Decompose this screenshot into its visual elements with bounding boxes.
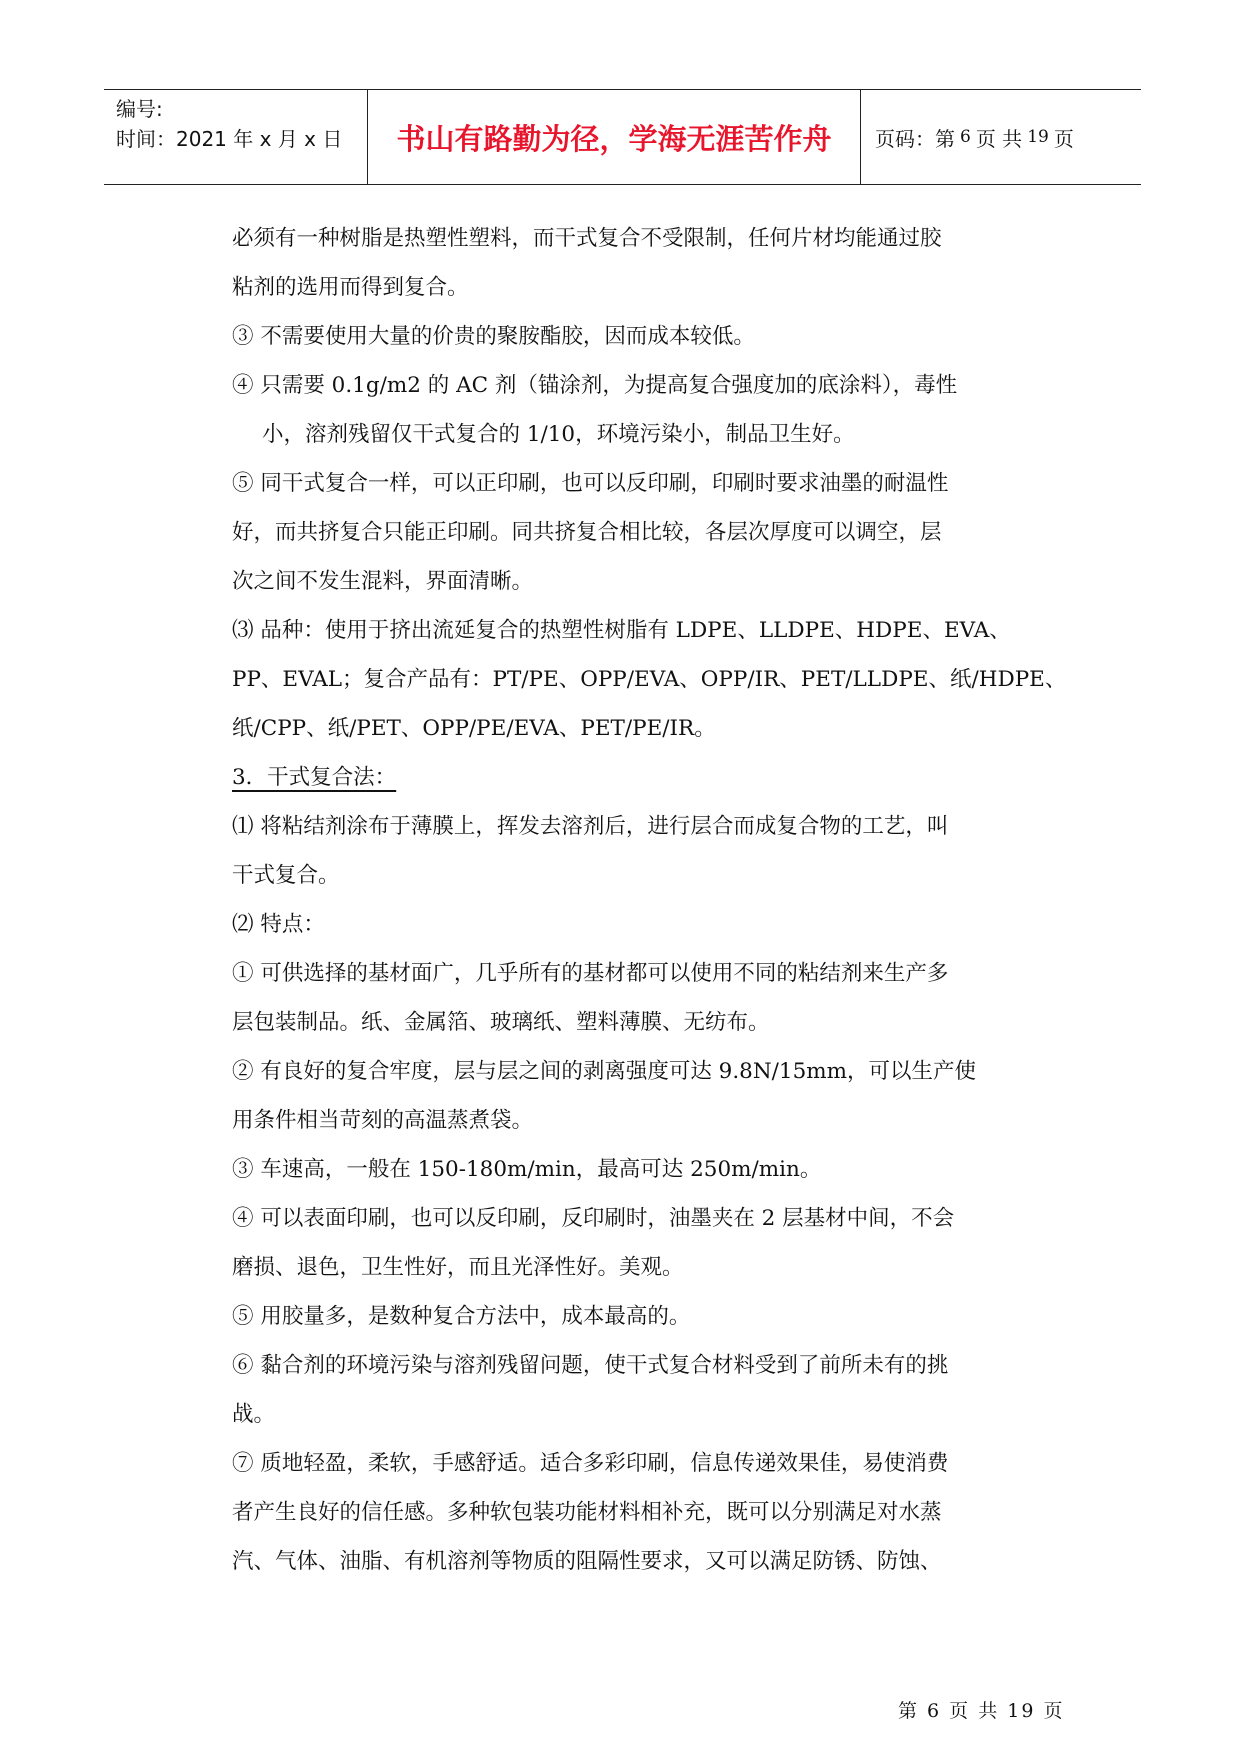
- text-line: 层包装制品。纸、金属箔、玻璃纸、塑料薄膜、无纺布。: [232, 1010, 770, 1035]
- page-prefix: 页码：第: [875, 126, 955, 151]
- section-heading-text: 3．干式复合法：: [232, 765, 397, 790]
- text-line: PP、EVAL；复合产品有：PT/PE、OPP/EVA、OPP/IR、PET/LLDPE、纸/HDPE、: [232, 667, 1067, 692]
- text-line: ④ 可以表面印刷，也可以反印刷，反印刷时，油墨夹在 2 层基材中间，不会: [232, 1206, 955, 1231]
- document-number-label: 编号:: [116, 97, 163, 121]
- document-time-label: 时间：2021 年 x 月 x 日: [116, 127, 343, 151]
- text-line: ④ 只需要 0.1g/m2 的 AC 剂（锚涂剂，为提高复合强度加的底涂料），毒性: [232, 373, 958, 398]
- header-page-info: [861, 90, 1141, 184]
- header-meta: [104, 90, 368, 184]
- text-line: 磨损、退色，卫生性好，而且光泽性好。美观。: [232, 1255, 684, 1280]
- section-heading: [232, 753, 1062, 802]
- page-suffix: 页: [1053, 126, 1074, 151]
- text-line: 次之间不发生混料，界面清晰。: [232, 569, 534, 594]
- text-line: 用条件相当苛刻的高温蒸煮袋。: [232, 1108, 534, 1133]
- document-body: [232, 214, 1067, 1586]
- text-line: ③ 车速高，一般在 150-180m/min，最高可达 250m/min。: [232, 1157, 822, 1182]
- text-line: ⑶ 品种：使用于挤出流延复合的热塑性树脂有 LDPE、LLDPE、HDPE、EVA、: [232, 618, 1011, 643]
- page-header: [104, 89, 1141, 185]
- text-line: ② 有良好的复合牢度，层与层之间的剥离强度可达 9.8N/15mm，可以生产使: [232, 1059, 977, 1084]
- text-line: 好，而共挤复合只能正印刷。同共挤复合相比较，各层次厚度可以调空，层: [232, 520, 942, 545]
- text-line: ⑦ 质地轻盈，柔软，手感舒适。适合多彩印刷，信息传递效果佳，易使消费: [232, 1451, 949, 1476]
- page-footer: 第 6 页 共 19 页: [898, 1700, 1065, 1722]
- text-line: 战。: [232, 1402, 276, 1427]
- text-line: ⑴ 将粘结剂涂布于薄膜上，挥发去溶剂后，进行层合而成复合物的工艺，叫: [232, 814, 949, 839]
- text-line: 者产生良好的信任感。多种软包装功能材料相补充，既可以分别满足对水蒸: [232, 1500, 942, 1525]
- header-motto: 书山有路勤为径，学海无涯苦作舟: [368, 90, 861, 184]
- text-line: 粘剂的选用而得到复合。: [232, 275, 469, 300]
- page-current: 6: [960, 127, 971, 147]
- text-line: ① 可供选择的基材面广，几乎所有的基材都可以使用不同的粘结剂来生产多: [232, 961, 949, 986]
- text-line: ⑤ 同干式复合一样，可以正印刷，也可以反印刷，印刷时要求油墨的耐温性: [232, 471, 949, 496]
- text-line: 小，溶剂残留仅干式复合的 1/10，环境污染小，制品卫生好。: [262, 422, 855, 447]
- text-line: 纸/CPP、纸/PET、OPP/PE/EVA、PET/PE/IR。: [232, 716, 716, 741]
- text-line: 干式复合。: [232, 863, 340, 888]
- text-line: 必须有一种树脂是热塑性塑料，而干式复合不受限制，任何片材均能通过胶: [232, 226, 942, 251]
- text-line: 汽、气体、油脂、有机溶剂等物质的阻隔性要求，又可以满足防锈、防蚀、: [232, 1549, 942, 1574]
- page-mid: 页 共: [975, 126, 1023, 151]
- text-line: ⑵ 特点：: [232, 912, 325, 937]
- page-total: 19: [1027, 127, 1049, 147]
- text-line: ⑥ 黏合剂的环境污染与溶剂残留问题，使干式复合材料受到了前所未有的挑: [232, 1353, 949, 1378]
- text-line: ③ 不需要使用大量的价贵的聚胺酯胶，因而成本较低。: [232, 324, 755, 349]
- text-line: ⑤ 用胶量多，是数种复合方法中，成本最高的。: [232, 1304, 691, 1329]
